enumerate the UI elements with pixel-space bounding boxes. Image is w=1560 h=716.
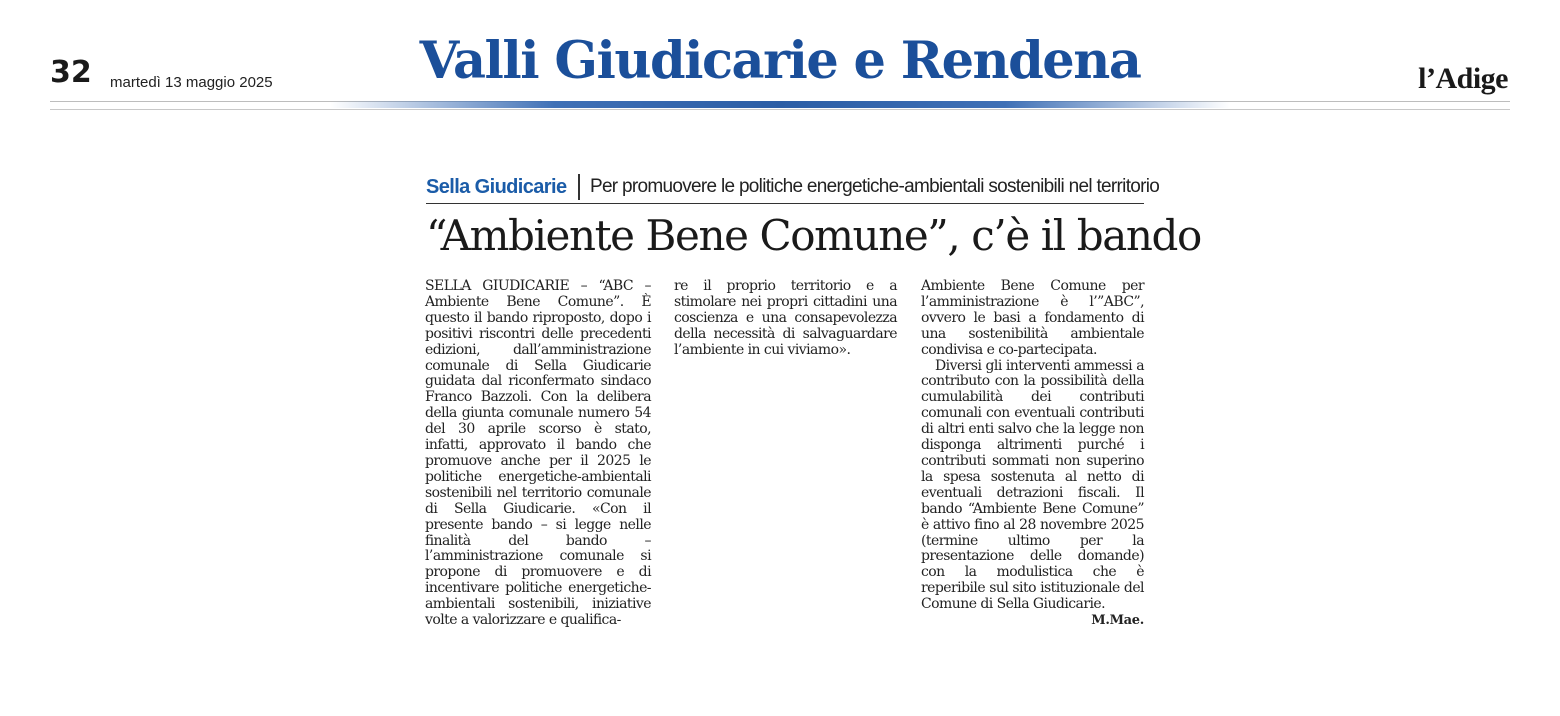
article-kicker (426, 173, 1160, 204)
kicker-separator (578, 174, 580, 200)
article-headline: “Ambiente Bene Comune”, c’è il bando (426, 211, 1201, 260)
section-title: Valli Giudicarie e Rendena (419, 31, 1141, 91)
column-2-text: re il proprio territorio e a stimolare nei propri cittadini una coscienza e una consapevolezza della necessità di salvaguardare l’ambiente in cui viviamo». (674, 278, 897, 358)
column-3-paragraph-1: Ambiente Bene Comune per l’amministrazione è l’”ABC”, ovvero le basi a fondamento di una sostenibilità ambientale condivisa e co-partecipata. (921, 278, 1144, 358)
kicker-place: Sella Giudicarie (426, 176, 567, 198)
page-number: 32 (50, 55, 92, 90)
kicker-text: Per promuovere le politiche energetiche-ambientali sostenibili nel territorio (589, 176, 1160, 197)
column-1-text: SELLA GIUDICARIE – “ABC – Ambiente Bene Comune”. È questo il bando riproposto, dopo i positivi riscontri delle precedenti edizioni, dall’amministrazione comunale di Sella Giudicarie guidata dal riconfermato sindaco Franco Bazzoli. Con la delibera della giunta comunale numero 54 del 30 aprile scorso è stato, infatti, approvato il bando che promuove anche per il 2025 le politiche energetiche-ambientali sostenibili nel territorio comunale di Sella Giudicarie. «Con il presente bando – si legge nelle finalità del bando – l’amministrazione comunale si propone di promuovere e di incentivare politiche energetiche-ambientali sostenibili, iniziative volte a valorizzare e qualifica- (425, 278, 651, 629)
article-column-3 (921, 279, 1144, 629)
article-column-2 (674, 279, 897, 359)
header-date: martedì 13 maggio 2025 (110, 74, 273, 91)
article-byline: M.Mae. (1091, 613, 1144, 629)
masthead-logo: l’Adige (1418, 62, 1508, 95)
header-rule-bottom (50, 109, 1510, 110)
header-accent-bar (330, 101, 1230, 108)
article-column-1 (425, 279, 651, 629)
column-3-paragraph-2-text: Diversi gli interventi ammessi a contributo con la possibilità della cumulabilità dei contributi comunali con eventuali contributi di altri enti salvo che la legge non disponga altrimenti purché i contributi sommati non superino la spesa sostenuta al netto di eventuali detrazioni fiscali. Il bando “Ambiente Bene Comune” è attivo fino al 28 novembre 2025 (termine ultimo per la presentazione delle domande) con la modulistica che è reperibile sul sito istituzionale del Comune di Sella Giudicarie. (921, 357, 1144, 613)
column-3-paragraph-2 (921, 357, 1144, 629)
